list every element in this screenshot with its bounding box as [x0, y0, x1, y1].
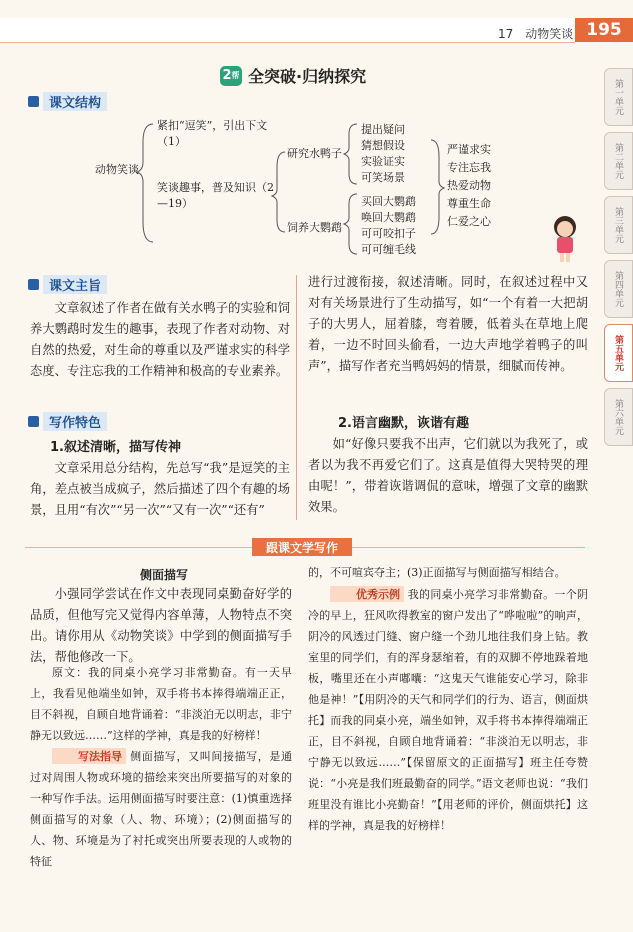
example-text: 我的同桌小亮学习非常勤奋。一个阴冷的早上，狂风吹得教室的窗户发出了“哗啦啦”的响声，阴冷的风透过门缝、窗户缝一个劲儿地往我们身上钻。教室里的同学们，有的浑身瑟缩着，有的双脚不停地跺着地板，嘴里还在小声嘟囔：“这鬼天气谁能安心学习，除非他是神！”【用阴冷的天气和同学们的行为、语言，侧面烘托】而我的同桌小亮，端坐如钟，双手将书本捧得端端正正，目不斜视，自顾自地背诵着：“非淡泊无以明志，非宁静无以致远……”【保留原文的正面描写】班主任夸赞说：“小亮是我们班最勤奋的同学。”语文老师也说：“我们班里没有谁比小亮勤奋！”【用老师的评价，侧面烘托】这样的学神，真是我的好榜样！: [308, 588, 588, 832]
theme-label: 课文主旨: [28, 275, 107, 293]
parrot-item: 可可缠毛线: [361, 243, 416, 256]
structure-label: 课文结构: [28, 92, 107, 110]
section-title: [220, 64, 366, 87]
writing-subtitle: 侧面描写: [140, 568, 189, 582]
unit-tabs: [604, 68, 633, 452]
feature-heading-1: 1.叙述清晰，描写传神: [50, 440, 181, 455]
tab-unit-1[interactable]: 第一单元: [604, 68, 633, 126]
diagram-root: 动物笑谈: [95, 163, 139, 176]
trait-item: 仁爱之心: [447, 215, 491, 228]
feature-text-1-cont: 进行过渡衔接，叙述清晰。同时，在叙述过程中又对有关场景进行了生动描写，如“一个有着一大把胡子的大男人，屈着膝，弯着腰，低着头在草地上爬着，一边不时回头偷看，一边大声地学着鸭子的叫声”，描写作者充当鸭妈妈的情景，细腻而传神。: [308, 275, 588, 373]
tab-unit-4[interactable]: 第四单元: [604, 260, 633, 318]
section-badge: 2 帮: [220, 66, 242, 86]
theme-icon: [28, 279, 39, 290]
features-label: 写作特色: [28, 412, 107, 430]
duck-item: 可笑场景: [361, 171, 405, 184]
diagram-left-2: 笑谈趣事，普及知识（2—19）: [157, 181, 274, 210]
writing-banner: 跟课文学写作: [252, 538, 352, 556]
lesson-header: 17 动物笑谈: [498, 27, 574, 41]
writing-guide-cont: 的，不可喧宾夺主；(3)正面描写与侧面描写相结合。: [308, 566, 566, 579]
theme-text: 文章叙述了作者在做有关水鸭子的实验和饲养大鹦鹉时发生的趣事，表现了作者对动物、对自然的热爱，对生命的尊重以及严谨求实的科学态度、专注忘我的工作精神和极高的专业素养。: [30, 301, 290, 378]
duck-item: 提出疑问: [361, 123, 405, 136]
structure-diagram: [35, 112, 595, 262]
section-title-text: 全突破·归纳探究: [248, 67, 367, 86]
page-number: 195: [575, 18, 633, 42]
writing-example: [308, 584, 588, 864]
diagram-braces: [35, 112, 595, 262]
feature-text-1: 文章采用总分结构，先总写“我”是逗笑的主角，差点被当成疯子，然后描述了四个有趣的场景，且用“有次”“另一次”“又有一次”“还有”: [30, 461, 290, 517]
girl-illustration: [548, 213, 582, 263]
duck-item: 猜想假设: [361, 139, 405, 152]
guide-tag: 写法指导: [52, 748, 126, 764]
writing-original: 原文：我的同桌小亮学习非常勤奋。有一天早上，我看见他端坐如钟，双手将书本捧得端端正正，目不斜视，自顾自地背诵着：“非淡泊无以明志，非宁静无以致远……”这样的学神，真是我的好榜样！: [30, 666, 292, 742]
structure-icon: [28, 96, 39, 107]
guide-text: 侧面描写，又叫间接描写，是通过对周围人物或环境的描绘来突出所要描写的对象的一种写作手法。运用侧面描写时要注意：(1)慎重选择侧面描写的对象（人、物、环境）；(2)侧面描写的人、物、环境是为了衬托或突出所要表现的人或物的特征: [30, 750, 293, 868]
header-band: [0, 18, 575, 43]
feature-text-2: 如“好像只要我不出声，它们就以为我死了，或者以为我不再爱它们了。这真是值得大哭特哭的理由呢！”，带着诙谐调侃的意味，增强了文章的幽默效果。: [308, 437, 588, 514]
tab-unit-2[interactable]: 第二单元: [604, 132, 633, 190]
trait-item: 尊重生命: [447, 197, 491, 210]
diagram-branch-duck: 研究水鸭子: [287, 147, 342, 160]
writing-intro: 小强同学尝试在作文中表现同桌勤奋好学的品质，但他写完又觉得内容单薄，人物特点不突出。请你用从《动物笑谈》中学到的侧面描写手法，帮他修改一下。: [30, 587, 292, 664]
feature-heading-2: 2.语言幽默，诙谐有趣: [338, 416, 469, 431]
tab-unit-6[interactable]: 第六单元: [604, 388, 633, 446]
diagram-left-1: 紧扣“逗笑”，引出下文（1）: [157, 119, 268, 148]
tab-unit-5[interactable]: 第五单元: [604, 324, 633, 382]
example-tag: 优秀示例: [330, 586, 404, 602]
trait-item: 严谨求实: [447, 143, 491, 156]
column-divider: [296, 275, 297, 520]
features-icon: [28, 416, 39, 427]
duck-item: 实验证实: [361, 155, 405, 168]
trait-item: 专注忘我: [447, 161, 491, 174]
trait-item: 热爱动物: [447, 179, 491, 192]
parrot-item: 唤回大鹦鹉: [361, 211, 416, 224]
diagram-branch-parrot: 饲养大鹦鹉: [287, 221, 342, 234]
parrot-item: 可可咬扣子: [361, 227, 416, 240]
tab-unit-3[interactable]: 第三单元: [604, 196, 633, 254]
parrot-item: 买回大鹦鹉: [361, 195, 416, 208]
writing-guide: [30, 746, 293, 868]
